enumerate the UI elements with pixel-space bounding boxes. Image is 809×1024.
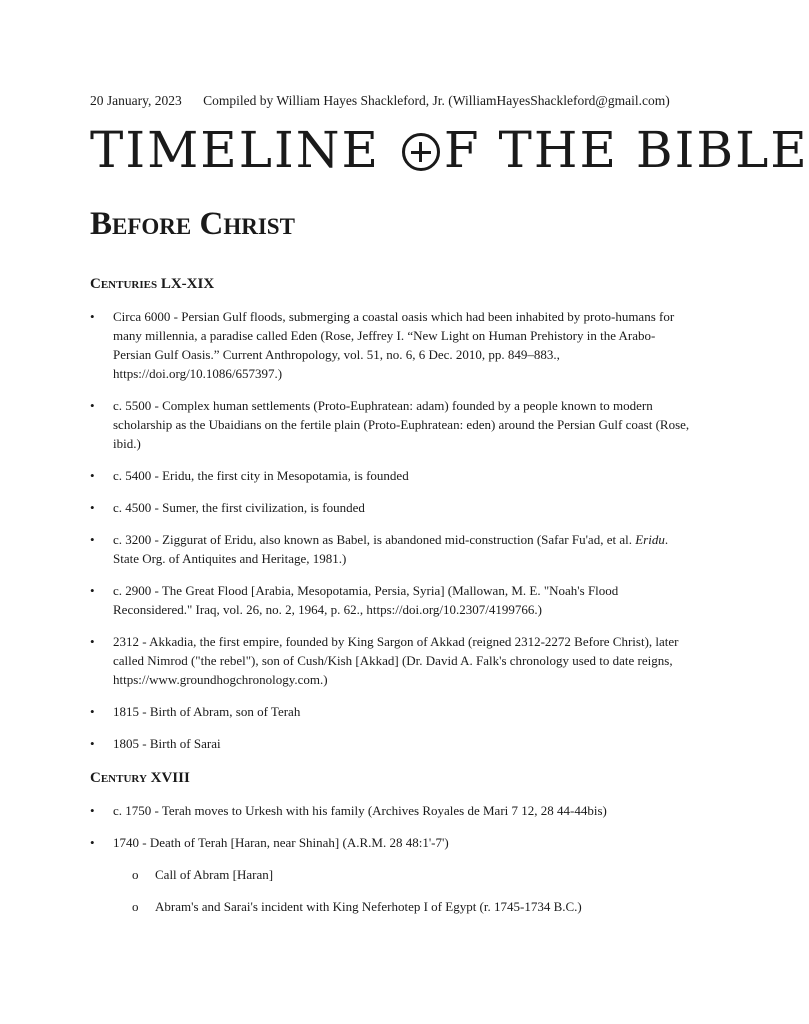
document-meta	[90, 93, 670, 109]
compiler-line: Compiled by William Hayes Shackleford, Jr. (WilliamHayesShackleford@gmail.com)	[203, 93, 670, 108]
list-item: • c. 1750 - Terah moves to Urkesh with his family (Archives Royales de Mari 7 12, 28 44-44bis)	[90, 801, 690, 820]
list-item: • c. 5500 - Complex human settlements (Proto-Euphratean: adam) founded by a people known to modern scholarship as the Ubaidians on the fertile plain (Proto-Euphratean: eden) around the Persian Gulf coast (Rose, ibid.)	[90, 396, 690, 453]
list-item-text: c. 3200 - Ziggurat of Eridu, also known as Babel, is abandoned mid-construction (Safar Fu'ad, et al.	[113, 532, 636, 547]
sub-list-item: o Call of Abram [Haran]	[90, 865, 690, 884]
title-part-1: TIMELINE	[90, 121, 380, 179]
cross-circle-icon	[402, 133, 440, 171]
list-item: • c. 2900 - The Great Flood [Arabia, Mesopotamia, Persia, Syria] (Mallowan, M. E. "Noah's Flood Reconsidered." Iraq, vol. 26, no. 2, 1964, p. 62., https://doi.org/10.2307/4199766.)	[90, 581, 690, 619]
list-item: • 1740 - Death of Terah [Haran, near Shinah] (A.R.M. 28 48:1'-7')	[90, 833, 690, 852]
subsection-heading: Centuries LX-XIX	[90, 276, 215, 292]
document-title	[90, 120, 809, 180]
timeline-sublist	[90, 865, 690, 916]
title-part-2: F THE BIBLE	[443, 121, 809, 179]
subsection-heading: Century XVIII	[90, 770, 190, 786]
list-item	[90, 530, 690, 568]
list-item: • 2312 - Akkadia, the first empire, founded by King Sargon of Akkad (reigned 2312-2272 Before Christ), later called Nimrod ("the rebel"), son of Cush/Kish [Akkad] (Dr. David A. Falk's chronology used to date reigns, https://www.groundhogchronology.com.)	[90, 632, 690, 689]
timeline-list	[90, 307, 690, 753]
list-item: • c. 5400 - Eridu, the first city in Mesopotamia, is founded	[90, 466, 690, 485]
timeline-list	[90, 801, 690, 852]
list-item-text: . State Org. of Antiquites and Heritage, 1981.)	[113, 532, 669, 566]
sub-list-item: o Abram's and Sarai's incident with King Neferhotep I of Egypt (r. 1745-1734 B.C.)	[90, 897, 690, 916]
section-centuries-lx-xix	[90, 276, 690, 766]
list-item: • 1805 - Birth of Sarai	[90, 734, 690, 753]
section-heading-before-christ: Before Christ	[90, 206, 295, 242]
section-century-xviii	[90, 770, 690, 929]
list-item: • c. 4500 - Sumer, the first civilization, is founded	[90, 498, 690, 517]
document-date: 20 January, 2023	[90, 93, 182, 108]
list-item-italic-title: Eridu	[635, 532, 665, 547]
list-item: • Circa 6000 - Persian Gulf floods, submerging a coastal oasis which had been inhabited by proto-humans for many millennia, a paradise called Eden (Rose, Jeffrey I. “New Light on Human Prehistory in the Arabo-Persian Gulf Oasis.” Current Anthropology, vol. 51, no. 6, 6 Dec. 2010, pp. 849–883., https://doi.org/10.1086/657397.)	[90, 307, 690, 383]
list-item: • 1815 - Birth of Abram, son of Terah	[90, 702, 690, 721]
